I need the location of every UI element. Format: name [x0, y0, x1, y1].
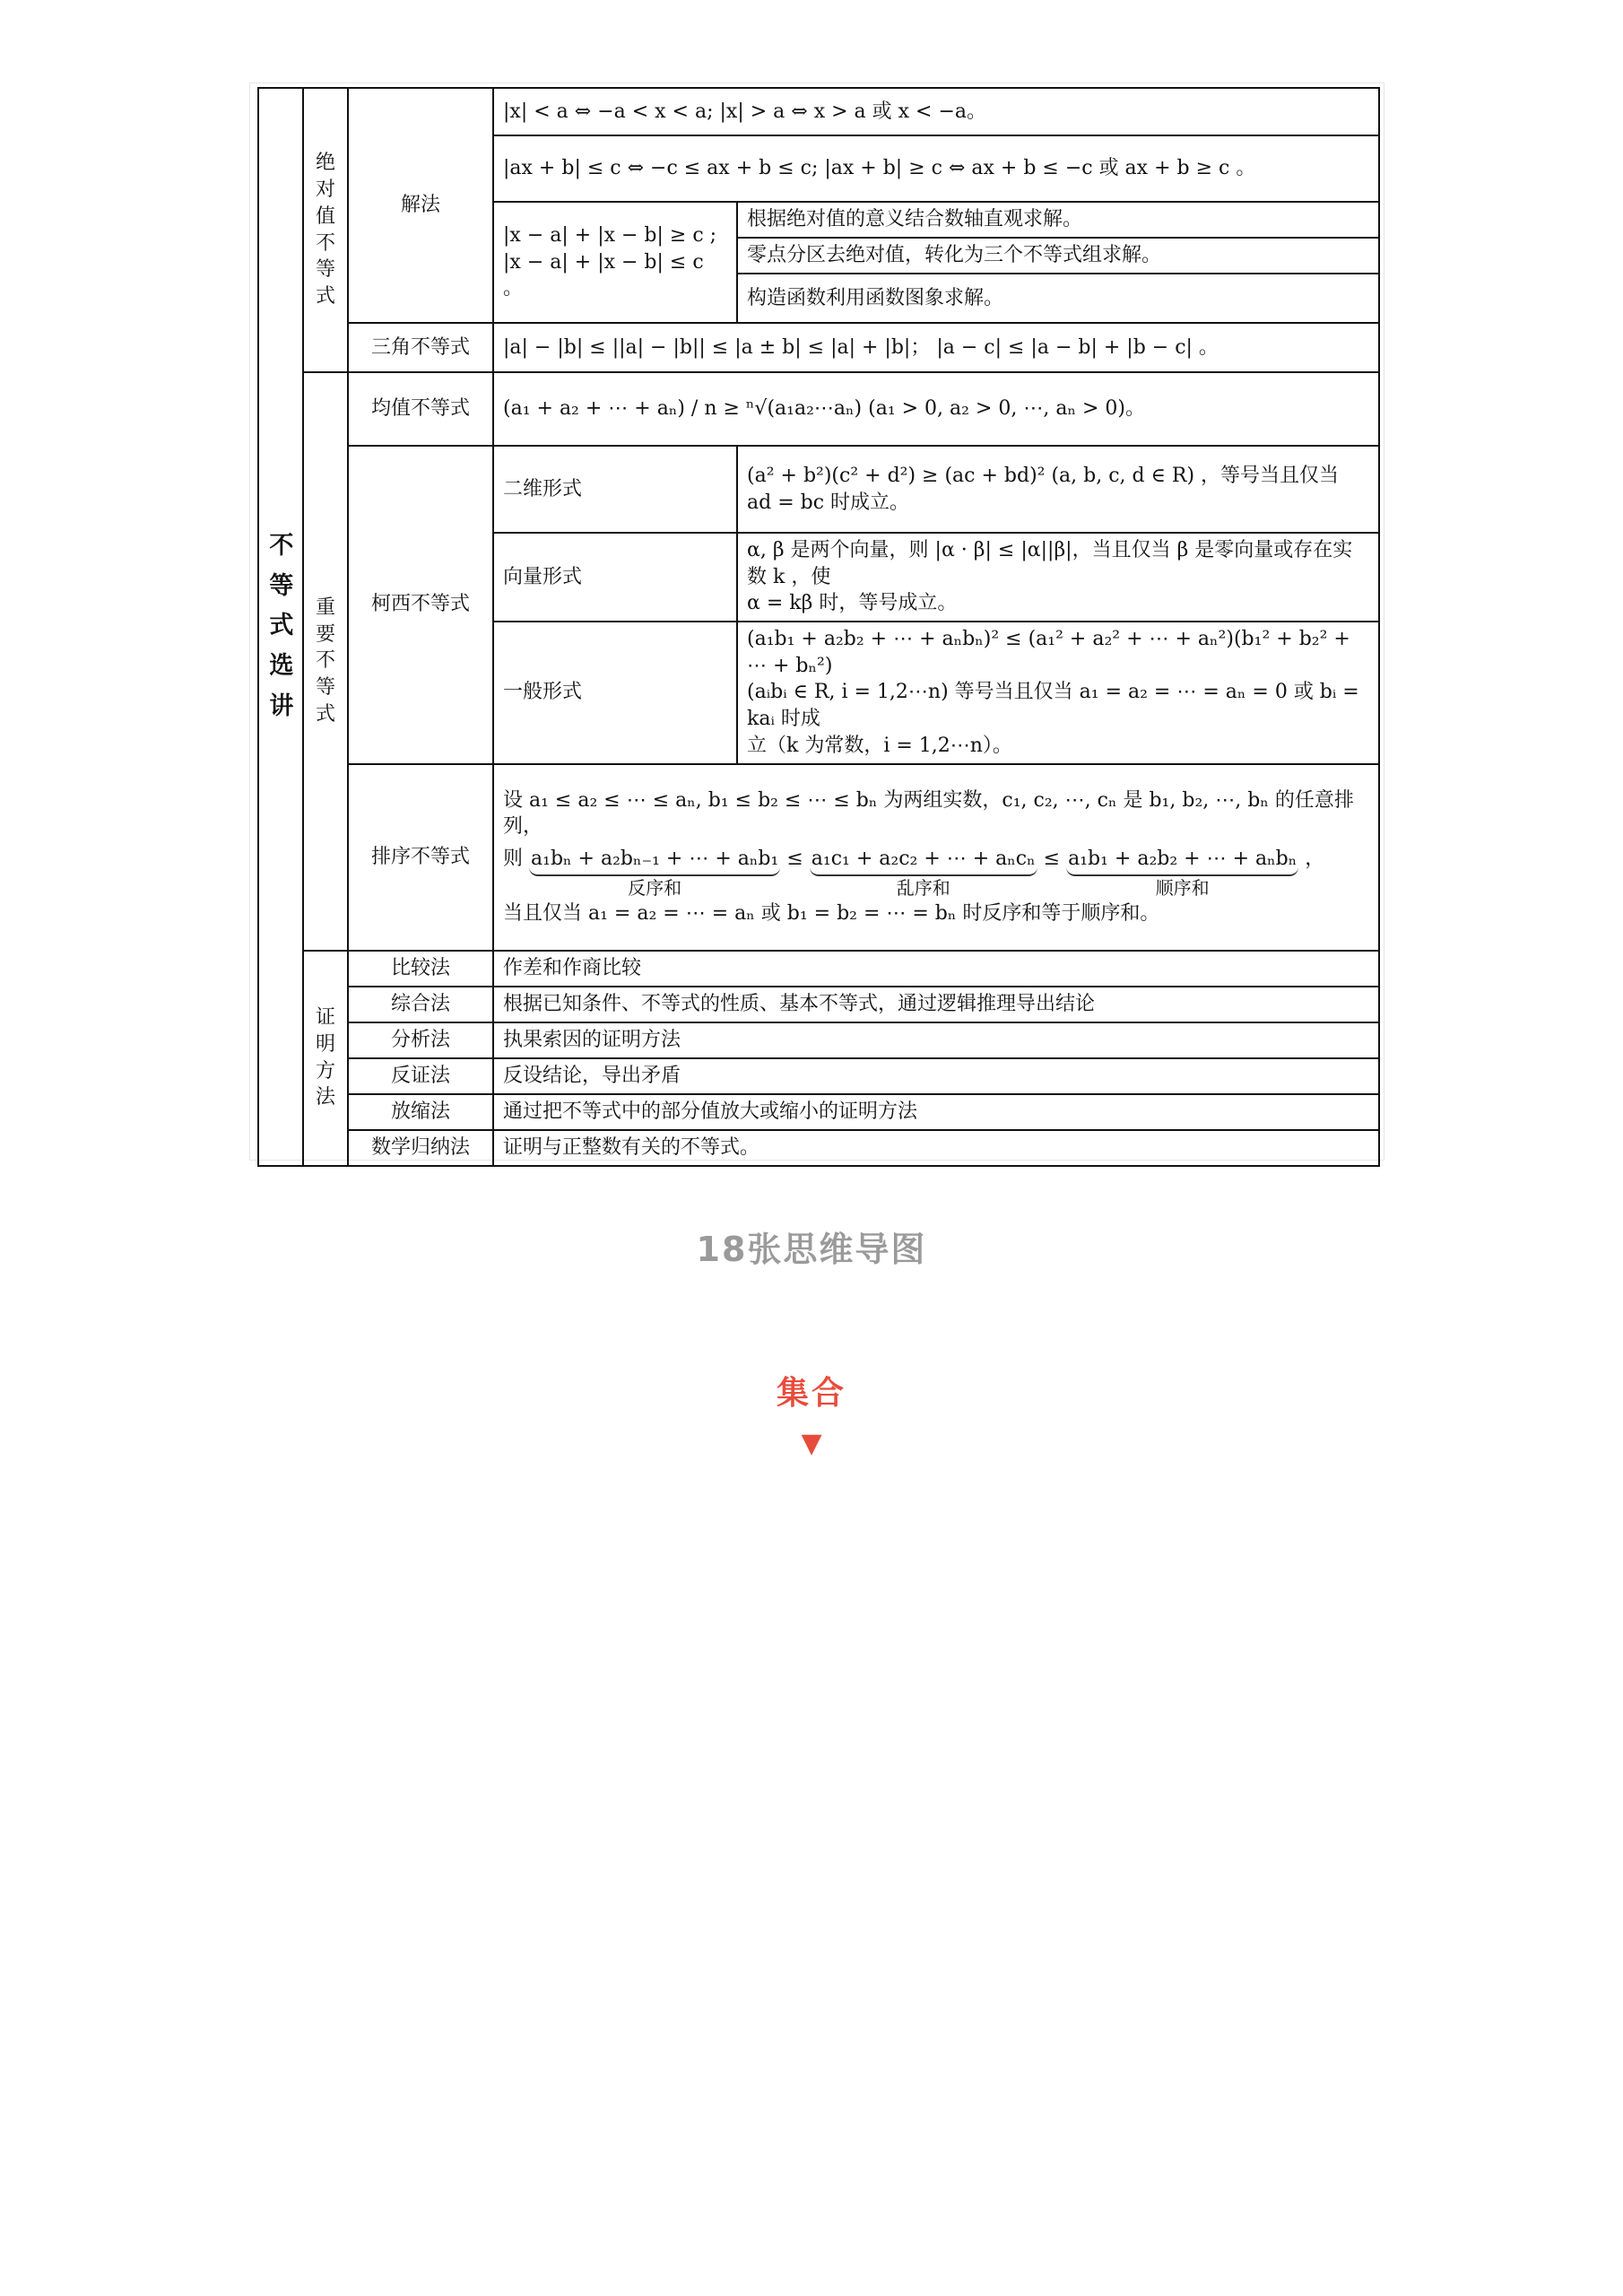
two-dim-formula	[737, 446, 1379, 533]
two-dim-line-1: (a² + b²)(c² + d²) ≥ (ac + bd)² (a, b, c, d ∈ R) ，等号当且仅当	[747, 464, 1340, 487]
sum-comma: ，	[1305, 848, 1325, 870]
rearrangement-formula	[493, 764, 1379, 951]
sum-ordered-group	[1066, 846, 1298, 900]
le-1: ≤	[786, 848, 803, 870]
two-abs-line-1: |x − a| + |x − b| ≥ c ;	[503, 223, 717, 247]
section-important: 重要不等式	[303, 372, 348, 951]
proof-desc-3: 执果索因的证明方法	[493, 1022, 1379, 1058]
sum-random-group	[810, 846, 1037, 900]
label-solution: 解法	[348, 88, 493, 323]
sum-ordered: a₁b₁ + a₂b₂ + ⋯ + aₙbₙ	[1066, 846, 1298, 876]
proof-desc-2: 根据已知条件、不等式的性质、基本不等式，通过逻辑推理导出结论	[493, 987, 1379, 1022]
le-2: ≤	[1043, 848, 1061, 870]
section-absolute: 绝对值不等式	[303, 88, 348, 372]
abs-formula-2: |ax + b| ≤ c ⇔ −c ≤ ax + b ≤ c; |ax + b| ≥ c ⇔ ax + b ≤ −c 或 ax + b ≥ c 。	[493, 135, 1379, 202]
general-line-1: (a₁b₁ + a₂b₂ + ⋯ + aₙbₙ)² ≤ (a₁² + a₂² + ⋯ + aₙ²)(b₁² + b₂² + ⋯ + bₙ²)	[747, 628, 1350, 677]
section-title-sets: 集合	[776, 1375, 846, 1412]
note-random: 乱序和	[896, 876, 950, 899]
general-line-3: 立（k 为常数，i = 1,2⋯n）。	[747, 734, 1012, 757]
proof-name-6: 数学归纳法	[348, 1130, 493, 1166]
label-two-dim: 二维形式	[493, 446, 737, 533]
topic-label: 不等式选讲	[258, 88, 303, 1166]
proof-name-4: 反证法	[348, 1058, 493, 1094]
triangle-formula: |a| − |b| ≤ ||a| − |b|| ≤ |a ± b| ≤ |a| + |b|； |a − c| ≤ |a − b| + |b − c| 。	[493, 323, 1379, 372]
two-abs-formula	[493, 202, 737, 323]
rearrangement-sum-line	[503, 846, 1369, 900]
label-cauchy: 柯西不等式	[348, 446, 493, 764]
proof-desc-5: 通过把不等式中的部分值放大或缩小的证明方法	[493, 1094, 1379, 1130]
vector-formula	[737, 533, 1379, 622]
note-ordered: 顺序和	[1155, 876, 1210, 899]
abs-formula-1: |x| < a ⇔ −a < x < a; |x| > a ⇔ x > a 或 x < −a。	[493, 88, 1379, 135]
sum-reverse: a₁bₙ + a₂bₙ₋₁ + ⋯ + aₙb₁	[529, 846, 780, 876]
proof-desc-1: 作差和作商比较	[493, 951, 1379, 987]
label-triangle: 三角不等式	[348, 323, 493, 372]
two-dim-line-2: ad = bc 时成立。	[747, 491, 910, 514]
general-formula	[737, 622, 1379, 763]
inequality-table	[257, 87, 1380, 1167]
sum-prefix: 则	[503, 848, 524, 870]
down-triangle-icon: ▼	[801, 1428, 822, 1459]
rearrangement-line-2: 列，	[503, 815, 543, 839]
rearrangement-line-1: 设 a₁ ≤ a₂ ≤ ⋯ ≤ aₙ, b₁ ≤ b₂ ≤ ⋯ ≤ bₙ 为两组实数，c₁, c₂, ⋯, cₙ 是 b₁, b₂, ⋯, bₙ 的任意排	[503, 788, 1354, 812]
proof-desc-4: 反设结论，导出矛盾	[493, 1058, 1379, 1094]
general-line-2: (aᵢbᵢ ∈ R, i = 1,2⋯n) 等号当且仅当 a₁ = a₂ = ⋯ = aₙ = 0 或 bᵢ = kaᵢ 时成	[747, 681, 1359, 731]
method-1: 根据绝对值的意义结合数轴直观求解。	[737, 202, 1379, 238]
sum-reverse-group	[529, 846, 780, 900]
method-3: 构造函数利用函数图象求解。	[737, 274, 1379, 323]
mean-formula: (a₁ + a₂ + ⋯ + aₙ) / n ≥ ⁿ√(a₁a₂⋯aₙ) (a₁ > 0, a₂ > 0, ⋯, aₙ > 0)。	[493, 372, 1379, 446]
section-proof: 证明方法	[303, 951, 348, 1166]
inequality-summary-sheet	[249, 83, 1384, 1161]
proof-name-1: 比较法	[348, 951, 493, 987]
label-mean: 均值不等式	[348, 372, 493, 446]
two-abs-line-2: |x − a| + |x − b| ≤ c 。	[503, 250, 704, 300]
note-reverse: 反序和	[628, 876, 682, 899]
caption-mindmaps: 18张思维导图	[696, 1230, 927, 1269]
rearrangement-line-4: 当且仅当 a₁ = a₂ = ⋯ = aₙ 或 b₁ = b₂ = ⋯ = bₙ 时反序和等于顺序和。	[503, 901, 1160, 925]
proof-name-2: 综合法	[348, 987, 493, 1022]
vector-line-1: α, β 是两个向量，则 |α · β| ≤ |α||β|，当且仅当 β 是零向量或存在实数 k ，使	[747, 539, 1353, 588]
proof-name-5: 放缩法	[348, 1094, 493, 1130]
vector-line-2: α = kβ 时，等号成立。	[747, 592, 958, 615]
label-rearrangement: 排序不等式	[348, 764, 493, 951]
sum-random: a₁c₁ + a₂c₂ + ⋯ + aₙcₙ	[810, 846, 1037, 876]
label-vector: 向量形式	[493, 533, 737, 622]
label-general: 一般形式	[493, 622, 737, 763]
method-2: 零点分区去绝对值，转化为三个不等式组求解。	[737, 238, 1379, 274]
proof-desc-6: 证明与正整数有关的不等式。	[493, 1130, 1379, 1166]
proof-name-3: 分析法	[348, 1022, 493, 1058]
